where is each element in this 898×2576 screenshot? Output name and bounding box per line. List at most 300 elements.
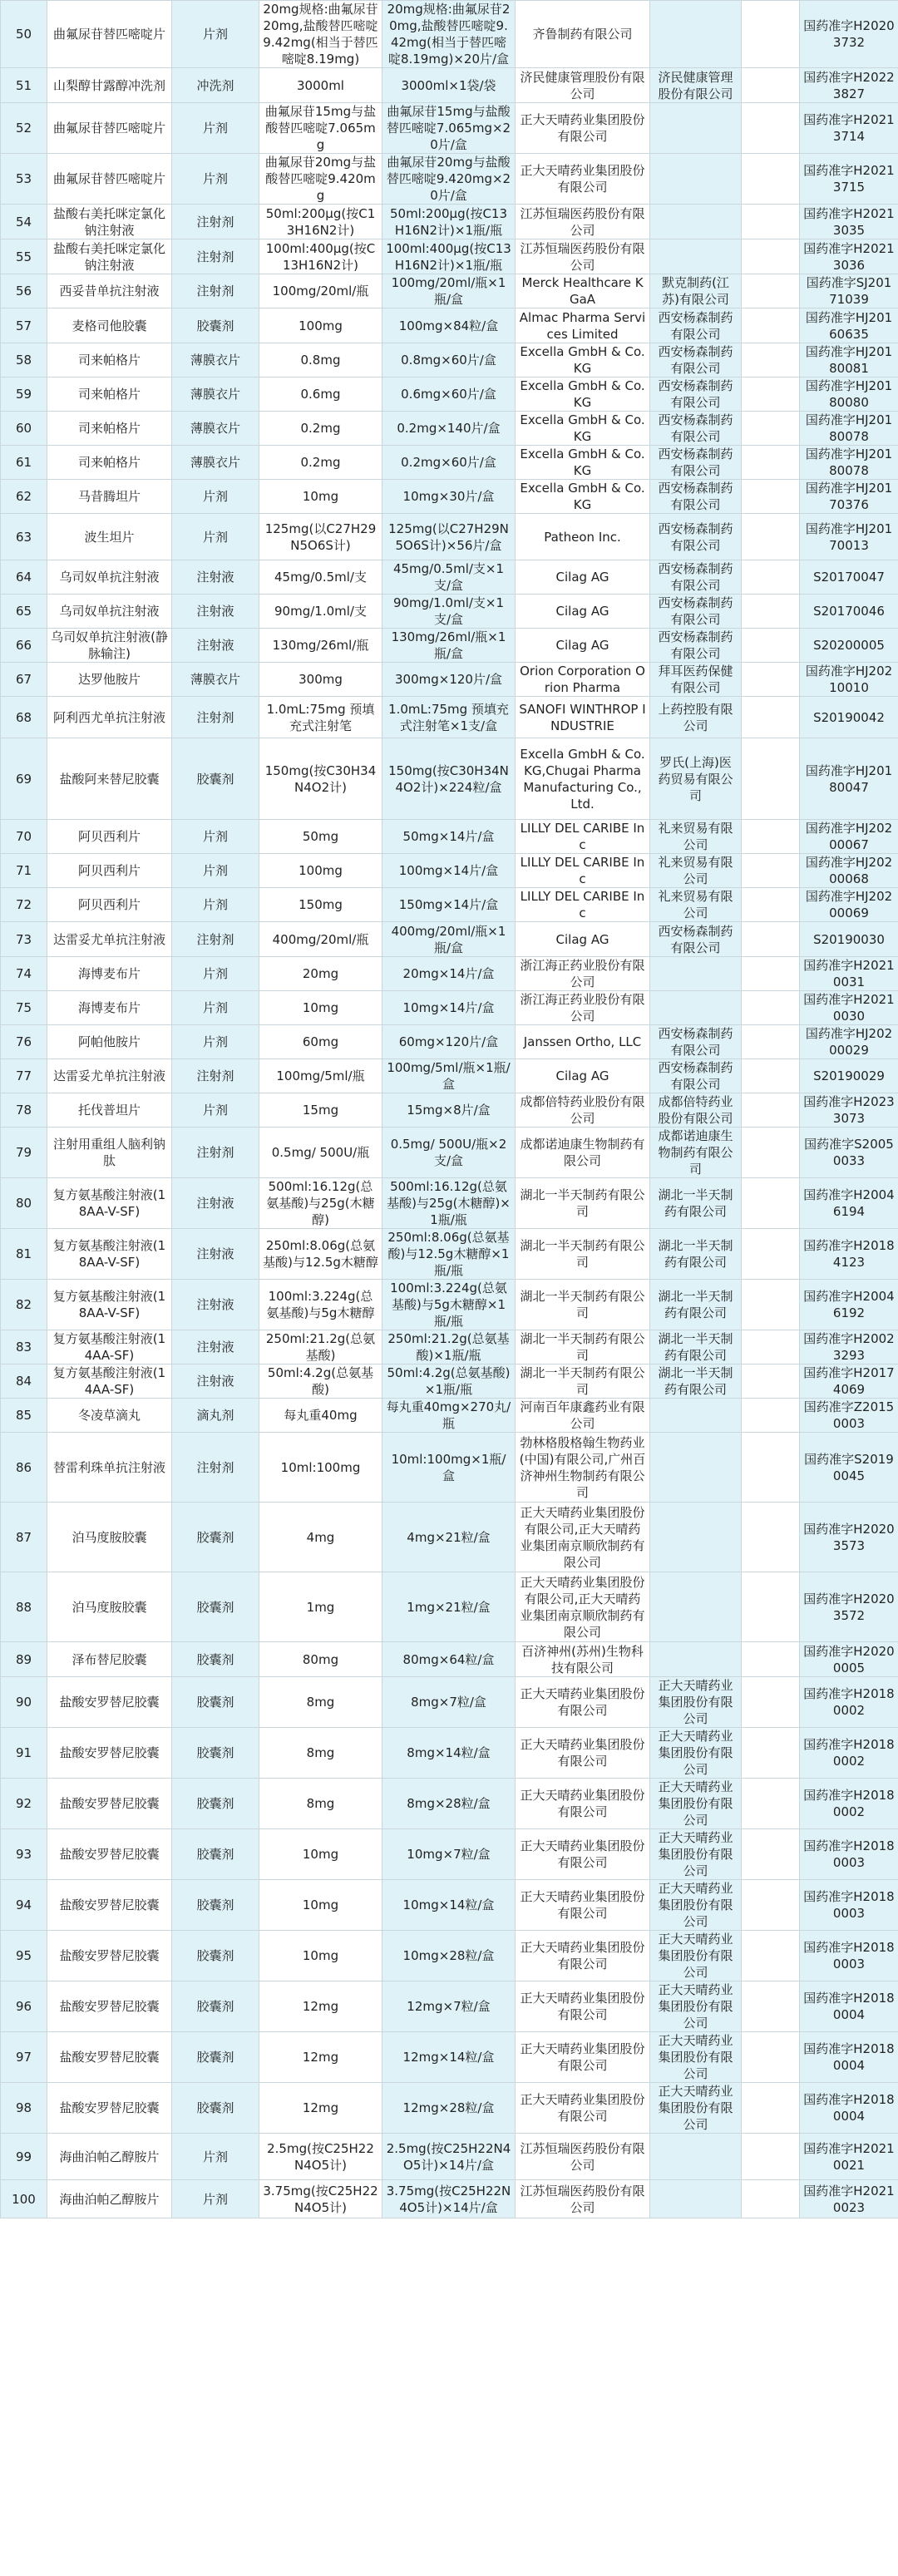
license-holder-cell: 正大天晴药业集团股份有限公司 <box>650 1880 742 1931</box>
row-number-cell: 78 <box>1 1093 47 1128</box>
manufacturer-cell: Almac Pharma Services Limited <box>516 308 650 343</box>
table-row <box>1 697 898 738</box>
package-spec-cell: 125mg(以C27H29N5O6S计)×56片/盒 <box>382 514 516 560</box>
note-cell <box>742 1572 800 1642</box>
table-row <box>1 205 898 239</box>
license-holder-cell: 湖北一半天制药有限公司 <box>650 1178 742 1229</box>
manufacturer-cell: Cilag AG <box>516 595 650 629</box>
license-holder-cell <box>650 103 742 154</box>
specification-cell: 10ml:100mg <box>259 1433 382 1503</box>
manufacturer-cell: 正大天晴药业集团股份有限公司 <box>516 1779 650 1829</box>
row-number-cell: 91 <box>1 1728 47 1779</box>
license-holder-cell: 西安杨森制药有限公司 <box>650 446 742 480</box>
row-number-cell: 85 <box>1 1399 47 1433</box>
license-holder-cell <box>650 2134 742 2180</box>
note-cell <box>742 446 800 480</box>
drug-name-cell: 阿帕他胺片 <box>47 1025 172 1059</box>
package-spec-cell: 8mg×28粒/盒 <box>382 1779 516 1829</box>
license-holder-cell: 西安杨森制药有限公司 <box>650 378 742 412</box>
package-spec-cell: 1mg×21粒/盒 <box>382 1572 516 1642</box>
dosage-form-cell: 注射剂 <box>172 1433 259 1503</box>
manufacturer-cell: 齐鲁制药有限公司 <box>516 1 650 68</box>
table-row <box>1 1931 898 1981</box>
table-row <box>1 1829 898 1880</box>
row-number-cell: 75 <box>1 991 47 1025</box>
package-spec-cell: 500ml:16.12g(总氨基酸)与25g(木糖醇)×1瓶/瓶 <box>382 1178 516 1229</box>
table-row <box>1 103 898 154</box>
dosage-form-cell: 注射剂 <box>172 1128 259 1178</box>
specification-cell: 10mg <box>259 1880 382 1931</box>
package-spec-cell: 0.2mg×60片/盒 <box>382 446 516 480</box>
note-cell <box>742 2134 800 2180</box>
license-holder-cell: 济民健康管理股份有限公司 <box>650 68 742 103</box>
note-cell <box>742 2083 800 2134</box>
approval-number-cell: 国药准字H20210023 <box>800 2180 898 2218</box>
license-holder-cell: 正大天晴药业集团股份有限公司 <box>650 1829 742 1880</box>
approval-number-cell: 国药准字H20210031 <box>800 957 898 991</box>
manufacturer-cell: Merck Healthcare KGaA <box>516 274 650 308</box>
license-holder-cell: 正大天晴药业集团股份有限公司 <box>650 1728 742 1779</box>
manufacturer-cell: 正大天晴药业集团股份有限公司 <box>516 1931 650 1981</box>
license-holder-cell: 西安杨森制药有限公司 <box>650 560 742 595</box>
drug-name-cell: 达雷妥尤单抗注射液 <box>47 922 172 957</box>
specification-cell: 4mg <box>259 1503 382 1572</box>
note-cell <box>742 1093 800 1128</box>
table-row <box>1 957 898 991</box>
note-cell <box>742 412 800 446</box>
dosage-form-cell: 注射剂 <box>172 205 259 239</box>
drug-name-cell: 泊马度胺胶囊 <box>47 1572 172 1642</box>
specification-cell: 130mg/26ml/瓶 <box>259 629 382 663</box>
license-holder-cell: 正大天晴药业集团股份有限公司 <box>650 2032 742 2083</box>
approval-number-cell: 国药准字H20046194 <box>800 1178 898 1229</box>
note-cell <box>742 854 800 888</box>
license-holder-cell: 正大天晴药业集团股份有限公司 <box>650 1981 742 2032</box>
manufacturer-cell: 济民健康管理股份有限公司 <box>516 68 650 103</box>
dosage-form-cell: 片剂 <box>172 1093 259 1128</box>
note-cell <box>742 1433 800 1503</box>
note-cell <box>742 308 800 343</box>
specification-cell: 0.2mg <box>259 412 382 446</box>
specification-cell: 0.6mg <box>259 378 382 412</box>
specification-cell: 8mg <box>259 1779 382 1829</box>
manufacturer-cell: Orion Corporation Orion Pharma <box>516 663 650 697</box>
table-row <box>1 446 898 480</box>
approval-number-cell: 国药准字HJ20180078 <box>800 412 898 446</box>
manufacturer-cell: 正大天晴药业集团股份有限公司,正大天晴药业集团南京顺欣制药有限公司 <box>516 1503 650 1572</box>
package-spec-cell: 20mg规格:曲氟尿苷20mg,盐酸替匹嘧啶9.42mg(相当于替匹嘧啶8.19mg)×20片/盒 <box>382 1 516 68</box>
approval-number-cell: 国药准字HJ20160635 <box>800 308 898 343</box>
row-number-cell: 57 <box>1 308 47 343</box>
drug-name-cell: 盐酸安罗替尼胶囊 <box>47 2083 172 2134</box>
manufacturer-cell: 正大天晴药业集团股份有限公司 <box>516 1677 650 1728</box>
license-holder-cell: 湖北一半天制药有限公司 <box>650 1280 742 1330</box>
table-row <box>1 343 898 378</box>
approval-number-cell: 国药准字H20213036 <box>800 239 898 274</box>
dosage-form-cell: 片剂 <box>172 888 259 922</box>
dosage-form-cell: 片剂 <box>172 103 259 154</box>
drug-name-cell: 盐酸安罗替尼胶囊 <box>47 1779 172 1829</box>
license-holder-cell <box>650 991 742 1025</box>
approval-number-cell: 国药准字H20180002 <box>800 1728 898 1779</box>
specification-cell: 1mg <box>259 1572 382 1642</box>
package-spec-cell: 8mg×14粒/盒 <box>382 1728 516 1779</box>
specification-cell: 12mg <box>259 2032 382 2083</box>
license-holder-cell <box>650 957 742 991</box>
note-cell <box>742 480 800 514</box>
note-cell <box>742 2180 800 2218</box>
table-row <box>1 1025 898 1059</box>
package-spec-cell: 10mg×14粒/盒 <box>382 1880 516 1931</box>
license-holder-cell: 默克制药(江苏)有限公司 <box>650 274 742 308</box>
row-number-cell: 100 <box>1 2180 47 2218</box>
drug-name-cell: 司来帕格片 <box>47 343 172 378</box>
approval-number-cell: 国药准字H20200005 <box>800 1642 898 1677</box>
table-row <box>1 1779 898 1829</box>
drug-name-cell: 替雷利珠单抗注射液 <box>47 1433 172 1503</box>
manufacturer-cell: 江苏恒瑞医药股份有限公司 <box>516 205 650 239</box>
package-spec-cell: 90mg/1.0ml/支×1支/盒 <box>382 595 516 629</box>
note-cell <box>742 1178 800 1229</box>
license-holder-cell <box>650 1399 742 1433</box>
manufacturer-cell: SANOFI WINTHROP INDUSTRIE <box>516 697 650 738</box>
license-holder-cell: 西安杨森制药有限公司 <box>650 595 742 629</box>
license-holder-cell: 罗氏(上海)医药贸易有限公司 <box>650 738 742 820</box>
package-spec-cell: 100mg×14片/盒 <box>382 854 516 888</box>
dosage-form-cell: 注射液 <box>172 1229 259 1280</box>
license-holder-cell: 湖北一半天制药有限公司 <box>650 1229 742 1280</box>
approval-number-cell: 国药准字HJ20170376 <box>800 480 898 514</box>
manufacturer-cell: Patheon Inc. <box>516 514 650 560</box>
drug-name-cell: 海博麦布片 <box>47 991 172 1025</box>
dosage-form-cell: 胶囊剂 <box>172 1880 259 1931</box>
package-spec-cell: 3000ml×1袋/袋 <box>382 68 516 103</box>
dosage-form-cell: 滴丸剂 <box>172 1399 259 1433</box>
table-row <box>1 1572 898 1642</box>
row-number-cell: 62 <box>1 480 47 514</box>
row-number-cell: 55 <box>1 239 47 274</box>
specification-cell: 80mg <box>259 1642 382 1677</box>
row-number-cell: 97 <box>1 2032 47 2083</box>
package-spec-cell: 0.8mg×60片/盒 <box>382 343 516 378</box>
row-number-cell: 88 <box>1 1572 47 1642</box>
package-spec-cell: 8mg×7粒/盒 <box>382 1677 516 1728</box>
row-number-cell: 86 <box>1 1433 47 1503</box>
note-cell <box>742 1364 800 1399</box>
approval-number-cell: S20190029 <box>800 1059 898 1093</box>
manufacturer-cell: 浙江海正药业股份有限公司 <box>516 991 650 1025</box>
manufacturer-cell: 正大天晴药业集团股份有限公司 <box>516 1981 650 2032</box>
table-row <box>1 1059 898 1093</box>
row-number-cell: 56 <box>1 274 47 308</box>
dosage-form-cell: 注射剂 <box>172 274 259 308</box>
drug-name-cell: 阿利西尤单抗注射液 <box>47 697 172 738</box>
package-spec-cell: 150mg(按C30H34N4O2计)×224粒/盒 <box>382 738 516 820</box>
manufacturer-cell: 浙江海正药业股份有限公司 <box>516 957 650 991</box>
package-spec-cell: 曲氟尿苷15mg与盐酸替匹嘧啶7.065mg×20片/盒 <box>382 103 516 154</box>
package-spec-cell: 130mg/26ml/瓶×1瓶/盒 <box>382 629 516 663</box>
drug-name-cell: 海曲泊帕乙醇胺片 <box>47 2134 172 2180</box>
approval-number-cell: 国药准字H20210021 <box>800 2134 898 2180</box>
note-cell <box>742 1 800 68</box>
dosage-form-cell: 胶囊剂 <box>172 1981 259 2032</box>
package-spec-cell: 曲氟尿苷20mg与盐酸替匹嘧啶9.420mg×20片/盒 <box>382 154 516 205</box>
drug-name-cell: 阿贝西利片 <box>47 820 172 854</box>
dosage-form-cell: 注射液 <box>172 595 259 629</box>
license-holder-cell: 西安杨森制药有限公司 <box>650 629 742 663</box>
approval-number-cell: 国药准字H20180002 <box>800 1779 898 1829</box>
license-holder-cell: 西安杨森制药有限公司 <box>650 514 742 560</box>
note-cell <box>742 1779 800 1829</box>
note-cell <box>742 1880 800 1931</box>
specification-cell: 12mg <box>259 2083 382 2134</box>
specification-cell: 0.2mg <box>259 446 382 480</box>
approval-number-cell: S20170047 <box>800 560 898 595</box>
note-cell <box>742 1931 800 1981</box>
dosage-form-cell: 冲洗剂 <box>172 68 259 103</box>
approval-number-cell: 国药准字HJ20210010 <box>800 663 898 697</box>
table-row <box>1 412 898 446</box>
manufacturer-cell: Cilag AG <box>516 1059 650 1093</box>
license-holder-cell: 成都倍特药业股份有限公司 <box>650 1093 742 1128</box>
table-row <box>1 154 898 205</box>
note-cell <box>742 888 800 922</box>
license-holder-cell: 西安杨森制药有限公司 <box>650 1059 742 1093</box>
specification-cell: 500ml:16.12g(总氨基酸)与25g(木糖醇) <box>259 1178 382 1229</box>
drug-name-cell: 麦格司他胶囊 <box>47 308 172 343</box>
dosage-form-cell: 胶囊剂 <box>172 2032 259 2083</box>
row-number-cell: 61 <box>1 446 47 480</box>
note-cell <box>742 1981 800 2032</box>
license-holder-cell: 礼来贸易有限公司 <box>650 820 742 854</box>
table-row <box>1 1642 898 1677</box>
note-cell <box>742 1503 800 1572</box>
row-number-cell: 76 <box>1 1025 47 1059</box>
drug-name-cell: 盐酸右美托咪定氯化钠注射液 <box>47 205 172 239</box>
specification-cell: 曲氟尿苷20mg与盐酸替匹嘧啶9.420mg <box>259 154 382 205</box>
approval-number-cell: 国药准字H20180003 <box>800 1880 898 1931</box>
dosage-form-cell: 注射剂 <box>172 1059 259 1093</box>
row-number-cell: 66 <box>1 629 47 663</box>
approval-number-cell: 国药准字H20223827 <box>800 68 898 103</box>
dosage-form-cell: 胶囊剂 <box>172 1931 259 1981</box>
note-cell <box>742 1330 800 1364</box>
note-cell <box>742 103 800 154</box>
note-cell <box>742 1229 800 1280</box>
row-number-cell: 63 <box>1 514 47 560</box>
approval-number-cell: 国药准字S20190045 <box>800 1433 898 1503</box>
specification-cell: 100mg/20ml/瓶 <box>259 274 382 308</box>
approval-number-cell: 国药准字H20180004 <box>800 2083 898 2134</box>
note-cell <box>742 957 800 991</box>
manufacturer-cell: 成都诺迪康生物制药有限公司 <box>516 1128 650 1178</box>
specification-cell: 50mg <box>259 820 382 854</box>
manufacturer-cell: Excella GmbH & Co. KG,Chugai Pharma Manufacturing Co., Ltd. <box>516 738 650 820</box>
package-spec-cell: 10mg×7粒/盒 <box>382 1829 516 1880</box>
manufacturer-cell: 河南百年康鑫药业有限公司 <box>516 1399 650 1433</box>
specification-cell: 250ml:21.2g(总氨基酸) <box>259 1330 382 1364</box>
table-row <box>1 1178 898 1229</box>
dosage-form-cell: 薄膜衣片 <box>172 663 259 697</box>
table-row <box>1 2083 898 2134</box>
approval-number-cell: 国药准字HJ20200067 <box>800 820 898 854</box>
approval-number-cell: 国药准字H20203732 <box>800 1 898 68</box>
specification-cell: 50ml:200μg(按C13H16N2计) <box>259 205 382 239</box>
dosage-form-cell: 胶囊剂 <box>172 1503 259 1572</box>
license-holder-cell: 西安杨森制药有限公司 <box>650 922 742 957</box>
approval-number-cell: 国药准字H20213715 <box>800 154 898 205</box>
drug-name-cell: 乌司奴单抗注射液 <box>47 560 172 595</box>
specification-cell: 20mg规格:曲氟尿苷20mg,盐酸替匹嘧啶9.42mg(相当于替匹嘧啶8.19mg) <box>259 1 382 68</box>
drug-name-cell: 复方氨基酸注射液(18AA-V-SF) <box>47 1178 172 1229</box>
table-row <box>1 560 898 595</box>
drug-name-cell: 达罗他胺片 <box>47 663 172 697</box>
package-spec-cell: 400mg/20ml/瓶×1瓶/盒 <box>382 922 516 957</box>
approval-number-cell: 国药准字H20180004 <box>800 2032 898 2083</box>
note-cell <box>742 1059 800 1093</box>
specification-cell: 0.8mg <box>259 343 382 378</box>
approval-number-cell: 国药准字HJ20180080 <box>800 378 898 412</box>
package-spec-cell: 0.5mg/ 500U/瓶×2支/盒 <box>382 1128 516 1178</box>
approval-number-cell: 国药准字S20050033 <box>800 1128 898 1178</box>
note-cell <box>742 1399 800 1433</box>
note-cell <box>742 274 800 308</box>
package-spec-cell: 50mg×14片/盒 <box>382 820 516 854</box>
table-row <box>1 1229 898 1280</box>
license-holder-cell: 西安杨森制药有限公司 <box>650 1025 742 1059</box>
approval-number-cell: 国药准字H20233073 <box>800 1093 898 1128</box>
table-row <box>1 378 898 412</box>
manufacturer-cell: 湖北一半天制药有限公司 <box>516 1229 650 1280</box>
drug-name-cell: 海曲泊帕乙醇胺片 <box>47 2180 172 2218</box>
table-row <box>1 1399 898 1433</box>
package-spec-cell: 12mg×28粒/盒 <box>382 2083 516 2134</box>
dosage-form-cell: 薄膜衣片 <box>172 378 259 412</box>
dosage-form-cell: 胶囊剂 <box>172 738 259 820</box>
table-row <box>1 1128 898 1178</box>
manufacturer-cell: 成都倍特药业股份有限公司 <box>516 1093 650 1128</box>
package-spec-cell: 60mg×120片/盒 <box>382 1025 516 1059</box>
manufacturer-cell: Cilag AG <box>516 922 650 957</box>
license-holder-cell: 湖北一半天制药有限公司 <box>650 1364 742 1399</box>
manufacturer-cell: 正大天晴药业集团股份有限公司 <box>516 1880 650 1931</box>
approval-number-cell: 国药准字HJ20200068 <box>800 854 898 888</box>
table-row <box>1 2032 898 2083</box>
specification-cell: 60mg <box>259 1025 382 1059</box>
note-cell <box>742 1128 800 1178</box>
license-holder-cell: 西安杨森制药有限公司 <box>650 412 742 446</box>
drug-name-cell: 山梨醇甘露醇冲洗剂 <box>47 68 172 103</box>
table-row <box>1 274 898 308</box>
dosage-form-cell: 片剂 <box>172 514 259 560</box>
row-number-cell: 52 <box>1 103 47 154</box>
row-number-cell: 70 <box>1 820 47 854</box>
manufacturer-cell: Excella GmbH & Co. KG <box>516 446 650 480</box>
drug-name-cell: 泽布替尼胶囊 <box>47 1642 172 1677</box>
drug-name-cell: 冬凌草滴丸 <box>47 1399 172 1433</box>
drug-name-cell: 托伐普坦片 <box>47 1093 172 1128</box>
manufacturer-cell: Excella GmbH & Co. KG <box>516 343 650 378</box>
drug-name-cell: 西妥昔单抗注射液 <box>47 274 172 308</box>
license-holder-cell <box>650 154 742 205</box>
license-holder-cell <box>650 1 742 68</box>
row-number-cell: 96 <box>1 1981 47 2032</box>
approval-number-cell: 国药准字Z20150003 <box>800 1399 898 1433</box>
drug-name-cell: 盐酸安罗替尼胶囊 <box>47 1728 172 1779</box>
specification-cell: 10mg <box>259 1931 382 1981</box>
drug-name-cell: 复方氨基酸注射液(18AA-V-SF) <box>47 1280 172 1330</box>
package-spec-cell: 20mg×14片/盒 <box>382 957 516 991</box>
table-row <box>1 1677 898 1728</box>
dosage-form-cell: 注射液 <box>172 1330 259 1364</box>
package-spec-cell: 12mg×7粒/盒 <box>382 1981 516 2032</box>
manufacturer-cell: Excella GmbH & Co. KG <box>516 412 650 446</box>
license-holder-cell: 正大天晴药业集团股份有限公司 <box>650 1779 742 1829</box>
note-cell <box>742 1728 800 1779</box>
row-number-cell: 93 <box>1 1829 47 1880</box>
package-spec-cell: 0.2mg×140片/盒 <box>382 412 516 446</box>
specification-cell: 250ml:8.06g(总氨基酸)与12.5g木糖醇 <box>259 1229 382 1280</box>
specification-cell: 100ml:400μg(按C13H16N2计) <box>259 239 382 274</box>
specification-cell: 10mg <box>259 1829 382 1880</box>
specification-cell: 400mg/20ml/瓶 <box>259 922 382 957</box>
specification-cell: 曲氟尿苷15mg与盐酸替匹嘧啶7.065mg <box>259 103 382 154</box>
drug-name-cell: 盐酸阿来替尼胶囊 <box>47 738 172 820</box>
manufacturer-cell: 正大天晴药业集团股份有限公司 <box>516 103 650 154</box>
table-row <box>1 1330 898 1364</box>
table-body <box>1 1 898 2218</box>
specification-cell: 15mg <box>259 1093 382 1128</box>
specification-cell: 45mg/0.5ml/支 <box>259 560 382 595</box>
license-holder-cell: 成都诺迪康生物制药有限公司 <box>650 1128 742 1178</box>
table-row <box>1 68 898 103</box>
package-spec-cell: 100mg/5ml/瓶×1瓶/盒 <box>382 1059 516 1093</box>
license-holder-cell <box>650 1433 742 1503</box>
drug-name-cell: 曲氟尿苷替匹嘧啶片 <box>47 154 172 205</box>
table-row <box>1 1503 898 1572</box>
note-cell <box>742 1677 800 1728</box>
table-row <box>1 239 898 274</box>
dosage-form-cell: 胶囊剂 <box>172 1728 259 1779</box>
approval-number-cell: 国药准字H20174069 <box>800 1364 898 1399</box>
row-number-cell: 77 <box>1 1059 47 1093</box>
manufacturer-cell: 正大天晴药业集团股份有限公司 <box>516 1829 650 1880</box>
note-cell <box>742 2032 800 2083</box>
table-row <box>1 480 898 514</box>
manufacturer-cell: 湖北一半天制药有限公司 <box>516 1364 650 1399</box>
row-number-cell: 58 <box>1 343 47 378</box>
note-cell <box>742 991 800 1025</box>
package-spec-cell: 300mg×120片/盒 <box>382 663 516 697</box>
table-row <box>1 1728 898 1779</box>
specification-cell: 10mg <box>259 480 382 514</box>
specification-cell: 2.5mg(按C25H22N4O5计) <box>259 2134 382 2180</box>
table-row <box>1 854 898 888</box>
manufacturer-cell: 江苏恒瑞医药股份有限公司 <box>516 2134 650 2180</box>
manufacturer-cell: 湖北一半天制药有限公司 <box>516 1330 650 1364</box>
approval-number-cell: 国药准字H20213714 <box>800 103 898 154</box>
specification-cell: 每丸重40mg <box>259 1399 382 1433</box>
row-number-cell: 69 <box>1 738 47 820</box>
approval-number-cell: 国药准字HJ20200029 <box>800 1025 898 1059</box>
manufacturer-cell: 正大天晴药业集团股份有限公司 <box>516 154 650 205</box>
row-number-cell: 71 <box>1 854 47 888</box>
drug-name-cell: 达雷妥尤单抗注射液 <box>47 1059 172 1093</box>
row-number-cell: 81 <box>1 1229 47 1280</box>
dosage-form-cell: 注射剂 <box>172 922 259 957</box>
dosage-form-cell: 片剂 <box>172 2180 259 2218</box>
specification-cell: 100ml:3.224g(总氨基酸)与5g木糖醇 <box>259 1280 382 1330</box>
